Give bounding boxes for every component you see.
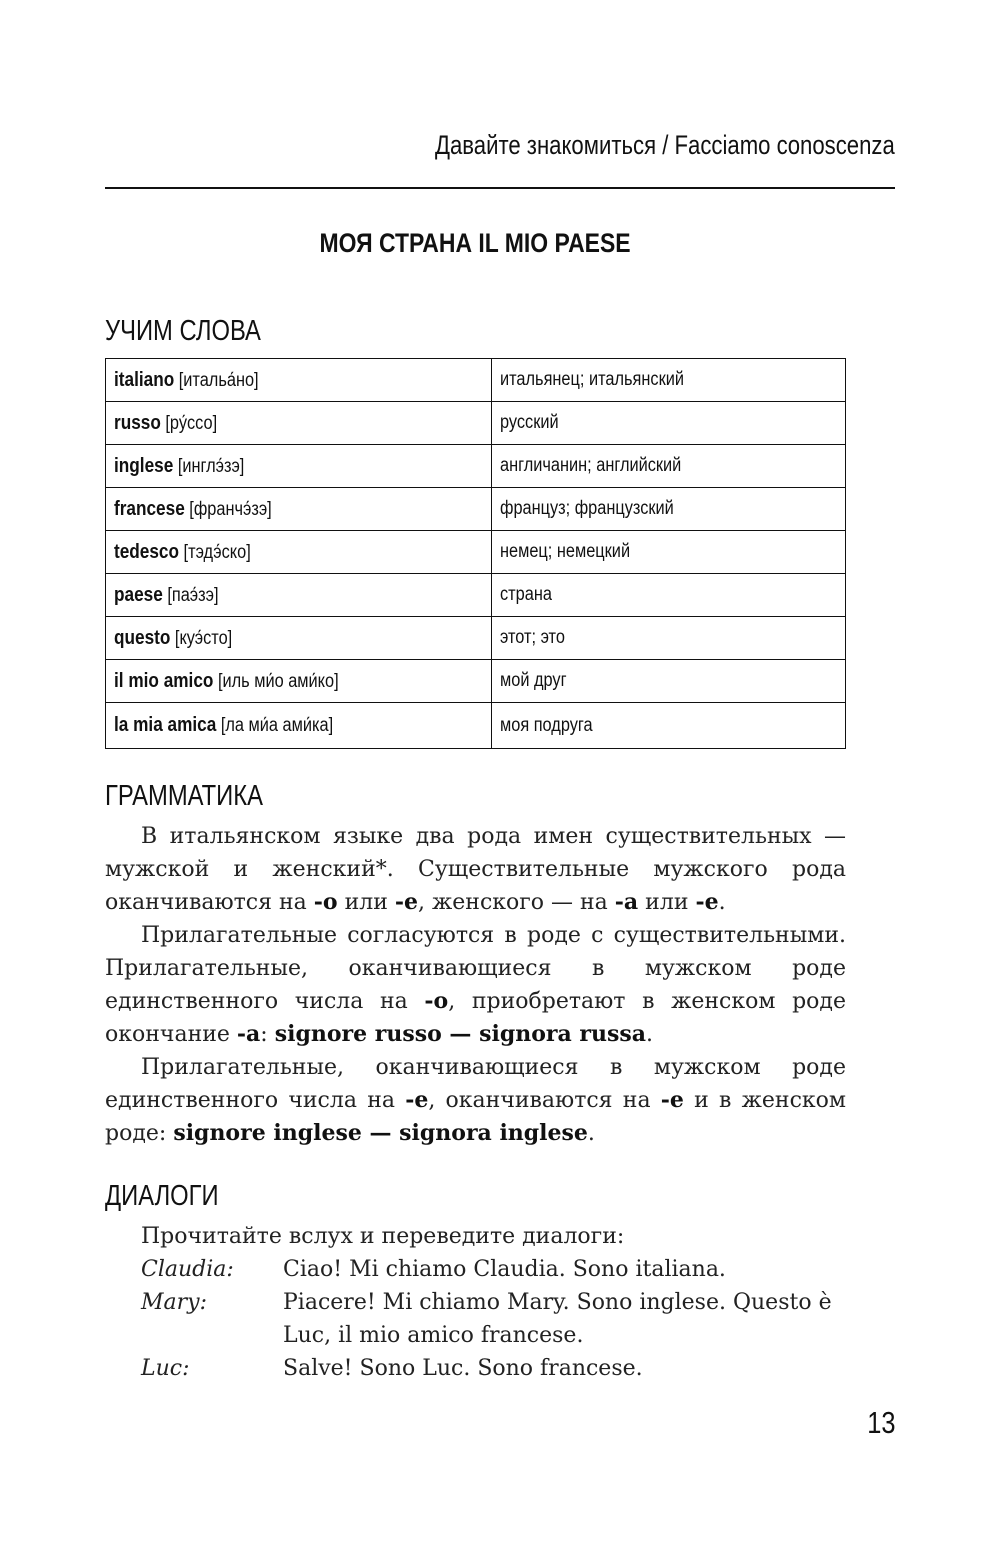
translation-cell (492, 574, 846, 617)
header-rule (105, 187, 895, 189)
grammar-body (105, 820, 846, 1150)
section-title-text: МОЯ СТРАНА IL MIO PAESE (319, 228, 631, 258)
text-run: . (718, 890, 726, 915)
pronunciation: [тэдэ́ско] (183, 541, 251, 563)
table-row (106, 660, 846, 703)
dialog-line (105, 1352, 846, 1385)
ending: -e (695, 889, 719, 915)
example: signore russo — signora russa (274, 1021, 647, 1047)
text-run: и в женском роде: (105, 1088, 846, 1146)
italian-cell (106, 445, 492, 488)
speaker: Luc: (141, 1356, 190, 1381)
translation-cell (492, 531, 846, 574)
text-run: или (638, 890, 696, 915)
italian-cell (106, 531, 492, 574)
text-run: , приобретают в женском роде окончание (105, 989, 846, 1047)
grammar-paragraph (105, 919, 846, 1051)
table-row (106, 488, 846, 531)
dialog-line (105, 1253, 846, 1286)
utterance: Salve! Sono Luc. Sono francese. (283, 1356, 643, 1381)
italian-cell (106, 488, 492, 531)
translation-cell (492, 488, 846, 531)
text-run: Прилагательные согласуются в роде с существительными. Прилагательные, оканчивающиеся в мужском роде единственного числа на (105, 923, 846, 1014)
translation: немец; немецкий (500, 541, 631, 562)
ending: -o (424, 988, 449, 1014)
table-row (106, 703, 846, 749)
pronunciation: [ру́ссо] (165, 412, 218, 434)
pronunciation: [паэ́зэ] (167, 584, 219, 606)
pronunciation: [франчэ́зэ] (189, 498, 272, 520)
translation: страна (500, 584, 552, 605)
translation-cell (492, 660, 846, 703)
utterance: Ciao! Mi chiamo Claudia. Sono italiana. (283, 1257, 726, 1282)
ending: -e (660, 1087, 684, 1113)
italian-cell (106, 703, 492, 749)
pronunciation: [инглэ́зэ] (177, 455, 245, 477)
example: signore inglese — signora inglese (173, 1120, 588, 1146)
dialogs-intro: Прочитайте вслух и переведите диалоги: (141, 1224, 625, 1249)
table-row (106, 359, 846, 402)
italian-word: paese (114, 583, 163, 606)
ending: -e (405, 1087, 429, 1113)
text-run: . (587, 1121, 595, 1146)
italian-word: inglese (114, 454, 174, 477)
italian-word: russo (114, 411, 161, 434)
italian-word: tedesco (114, 540, 180, 563)
text-run: или (337, 890, 395, 915)
table-row (106, 402, 846, 445)
italian-word: la mia amica (114, 714, 217, 736)
page-number: 13 (866, 1405, 895, 1440)
italian-word: il mio amico (114, 669, 214, 692)
running-header: Давайте знакомиться / Facciamo conoscenza (435, 130, 895, 160)
text-run: Прилагательные, оканчивающиеся в мужском роде единственного числа на (105, 1055, 846, 1113)
italian-cell (106, 574, 492, 617)
italian-cell (106, 359, 492, 402)
ending: -e (394, 889, 419, 915)
italian-cell (106, 617, 492, 660)
table-row (106, 445, 846, 488)
text-run: , оканчиваются на (428, 1088, 661, 1113)
pronunciation: [итальа́но] (178, 369, 259, 391)
dialogs-heading: ДИАЛОГИ (105, 1180, 219, 1212)
dialogs-block (105, 1220, 846, 1385)
translation: русский (500, 412, 559, 433)
translation-cell (492, 402, 846, 445)
text-run: : (260, 1022, 275, 1047)
translation-cell (492, 703, 846, 749)
translation-cell (492, 445, 846, 488)
table-row (106, 617, 846, 660)
dialog-line (105, 1286, 846, 1352)
section-title (105, 228, 845, 259)
italian-cell (106, 402, 492, 445)
utterance: Piacere! Mi chiamo Mary. Sono inglese. Questo è Luc, il mio amico francese. (283, 1290, 832, 1348)
italian-word: italiano (114, 368, 175, 391)
grammar-paragraph (105, 1051, 846, 1150)
grammar-paragraph (105, 820, 846, 919)
translation: мой друг (500, 670, 567, 691)
translation: моя подруга (500, 714, 593, 736)
italian-word: francese (114, 497, 185, 520)
speaker: Mary: (141, 1290, 207, 1315)
translation: француз; французский (500, 498, 674, 519)
ending: -o (313, 889, 338, 915)
pronunciation: [ла ми́а ами́ка] (220, 715, 334, 736)
translation-cell (492, 359, 846, 402)
table-row (106, 574, 846, 617)
ending: -a (236, 1021, 261, 1047)
translation-cell (492, 617, 846, 660)
table-row (106, 531, 846, 574)
text-run: В итальянском языке два рода имен существительных — мужской и женский*. Существительные мужского рода оканчиваются на (105, 824, 846, 915)
translation: итальянец; итальянский (500, 369, 684, 390)
italian-cell (106, 660, 492, 703)
text-run: , женского — на (418, 890, 615, 915)
vocabulary-table (105, 358, 846, 749)
grammar-heading: ГРАММАТИКА (105, 780, 263, 812)
pronunciation: [иль ми́о ами́ко] (217, 670, 339, 692)
vocabulary-heading: УЧИМ СЛОВА (105, 315, 261, 347)
pronunciation: [куэ́сто] (174, 627, 233, 649)
ending: -a (614, 889, 639, 915)
text-run: . (646, 1022, 654, 1047)
translation: англичанин; английский (500, 455, 682, 476)
translation: этот; это (500, 627, 565, 648)
speaker: Claudia: (141, 1257, 234, 1282)
italian-word: questo (114, 626, 171, 649)
